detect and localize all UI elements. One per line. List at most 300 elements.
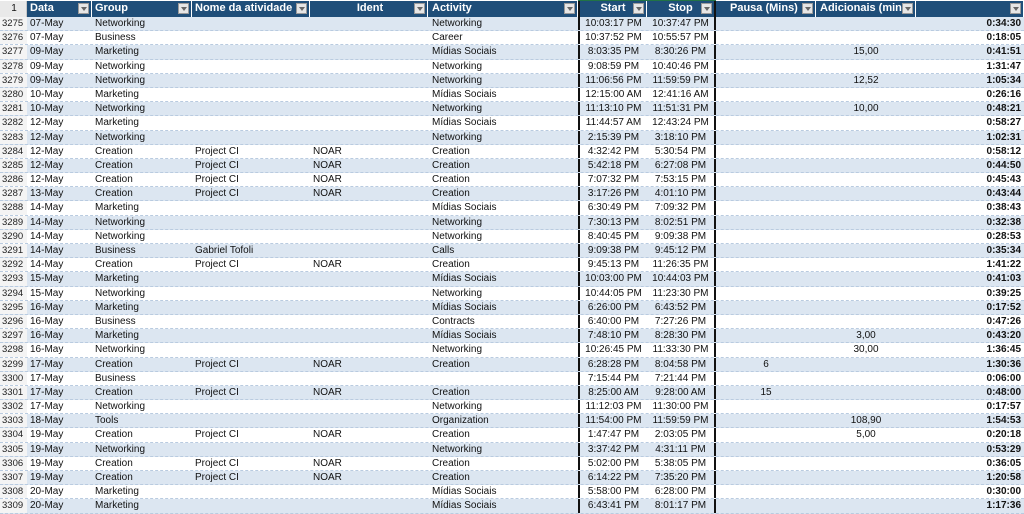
cell-group[interactable]: Marketing (95, 117, 139, 129)
cell-adicionais[interactable] (816, 187, 916, 200)
cell-activity[interactable]: Creation (432, 259, 470, 271)
cell-activity[interactable]: Career (432, 32, 463, 44)
cell-activity[interactable]: Networking (432, 74, 483, 86)
cell-nome[interactable] (192, 343, 310, 356)
cell-nome[interactable] (192, 216, 310, 229)
cell-nome[interactable]: Project CI (195, 472, 239, 483)
filter-dropdown-icon[interactable] (178, 3, 189, 14)
cell-group[interactable]: Marketing (95, 88, 139, 100)
cell-total[interactable]: 0:53:29 (986, 443, 1021, 455)
cell-total[interactable]: 0:48:21 (986, 103, 1021, 115)
cell-ident[interactable] (310, 45, 428, 58)
cell-adicionais[interactable] (816, 400, 916, 413)
cell-nome[interactable] (192, 400, 310, 413)
cell-start[interactable]: 10:03:17 PM (578, 17, 647, 30)
column-header-activity[interactable] (428, 1, 578, 17)
cell-ident[interactable] (310, 244, 428, 257)
cell-adicionais[interactable] (816, 31, 916, 44)
cell-activity[interactable]: Networking (432, 60, 483, 72)
cell-ident[interactable] (310, 131, 428, 144)
table-row[interactable] (0, 102, 1024, 116)
cell-pausa[interactable] (716, 187, 816, 200)
cell-activity[interactable]: Organization (432, 415, 489, 427)
row-number[interactable]: 3292 (0, 258, 27, 271)
filter-dropdown-icon[interactable] (564, 3, 575, 14)
cell-pausa[interactable] (716, 457, 816, 470)
cell-data[interactable]: 16-May (30, 330, 64, 342)
row-number[interactable]: 3277 (0, 45, 27, 58)
cell-total[interactable]: 0:38:43 (986, 202, 1021, 214)
cell-data[interactable]: 19-May (30, 429, 64, 441)
row-number[interactable]: 3302 (0, 400, 27, 413)
cell-ident[interactable]: NOAR (313, 358, 342, 370)
cell-start[interactable]: 10:37:52 PM (578, 31, 647, 44)
cell-nome[interactable] (192, 201, 310, 214)
cell-group[interactable]: Marketing (95, 273, 139, 285)
cell-ident[interactable] (310, 329, 428, 342)
cell-start[interactable]: 7:07:32 PM (578, 173, 647, 186)
cell-pausa[interactable] (716, 216, 816, 229)
cell-data[interactable]: 12-May (30, 159, 64, 171)
cell-nome[interactable] (192, 102, 310, 115)
row-number[interactable]: 3294 (0, 287, 27, 300)
cell-start[interactable]: 11:13:10 PM (578, 102, 647, 115)
cell-adicionais[interactable]: 12,52 (853, 74, 879, 86)
cell-start[interactable]: 8:40:45 PM (578, 230, 647, 243)
cell-pausa[interactable]: 15 (760, 386, 772, 398)
row-number[interactable]: 3290 (0, 230, 27, 243)
filter-dropdown-icon[interactable] (414, 3, 425, 14)
cell-pausa[interactable] (716, 372, 816, 385)
cell-stop[interactable]: 4:01:10 PM (647, 187, 716, 200)
row-number[interactable]: 3284 (0, 145, 27, 158)
cell-activity[interactable]: Mídias Sociais (432, 202, 497, 214)
cell-activity[interactable]: Creation (432, 457, 470, 469)
cell-data[interactable]: 19-May (30, 443, 64, 455)
cell-start[interactable]: 9:08:59 PM (578, 60, 647, 73)
cell-nome[interactable] (192, 372, 310, 385)
cell-group[interactable]: Business (95, 315, 136, 327)
cell-ident[interactable] (310, 499, 428, 512)
cell-group[interactable]: Networking (95, 74, 146, 86)
cell-group[interactable]: Business (95, 372, 136, 384)
cell-group[interactable]: Creation (95, 429, 133, 441)
row-number[interactable]: 3283 (0, 131, 27, 144)
cell-group[interactable]: Marketing (95, 486, 139, 498)
cell-nome[interactable] (192, 414, 310, 427)
cell-pausa[interactable] (716, 443, 816, 456)
cell-ident[interactable] (310, 343, 428, 356)
table-row[interactable] (0, 329, 1024, 343)
cell-nome[interactable]: Project CI (195, 457, 239, 469)
cell-activity[interactable]: Networking (432, 103, 483, 115)
column-header-data[interactable] (27, 1, 92, 17)
cell-activity[interactable]: Mídias Sociais (432, 500, 497, 512)
cell-data[interactable]: 09-May (30, 46, 64, 58)
cell-pausa[interactable] (716, 17, 816, 30)
cell-pausa[interactable] (716, 428, 816, 441)
cell-group[interactable]: Creation (95, 358, 133, 370)
cell-adicionais[interactable] (816, 471, 916, 484)
cell-stop[interactable]: 10:44:03 PM (647, 272, 716, 285)
cell-adicionais[interactable] (816, 173, 916, 186)
cell-pausa[interactable] (716, 116, 816, 129)
table-row[interactable] (0, 45, 1024, 59)
cell-nome[interactable] (192, 131, 310, 144)
cell-activity[interactable]: Mídias Sociais (432, 46, 497, 58)
cell-total[interactable]: 0:58:27 (986, 117, 1021, 129)
cell-adicionais[interactable] (816, 17, 916, 30)
table-row[interactable] (0, 159, 1024, 173)
cell-start[interactable]: 4:32:42 PM (578, 145, 647, 158)
cell-pausa[interactable] (716, 88, 816, 101)
cell-total[interactable]: 1:31:47 (986, 60, 1021, 72)
cell-adicionais[interactable] (816, 216, 916, 229)
cell-stop[interactable]: 2:03:05 PM (647, 428, 716, 441)
table-row[interactable] (0, 400, 1024, 414)
cell-start[interactable]: 7:30:13 PM (578, 216, 647, 229)
cell-group[interactable]: Creation (95, 174, 133, 186)
cell-data[interactable]: 19-May (30, 472, 64, 483)
cell-stop[interactable]: 10:40:46 PM (647, 60, 716, 73)
row-number[interactable]: 3276 (0, 31, 27, 44)
table-row[interactable] (0, 216, 1024, 230)
cell-data[interactable]: 14-May (30, 202, 64, 214)
cell-total[interactable]: 0:26:16 (986, 88, 1021, 100)
column-header-total[interactable] (916, 1, 1024, 17)
cell-start[interactable]: 8:25:00 AM (578, 386, 647, 399)
cell-nome[interactable]: Project CI (195, 386, 239, 398)
cell-nome[interactable] (192, 31, 310, 44)
cell-nome[interactable] (192, 287, 310, 300)
filter-dropdown-icon[interactable] (633, 3, 644, 14)
cell-group[interactable]: Networking (95, 60, 146, 72)
cell-adicionais[interactable]: 3,00 (856, 330, 876, 342)
cell-group[interactable]: Creation (95, 457, 133, 469)
cell-nome[interactable]: Project CI (195, 429, 239, 441)
cell-group[interactable]: Tools (95, 415, 119, 427)
cell-activity[interactable]: Creation (432, 358, 470, 370)
table-row[interactable] (0, 315, 1024, 329)
cell-stop[interactable]: 6:27:08 PM (647, 159, 716, 172)
cell-ident[interactable] (310, 301, 428, 314)
cell-total[interactable]: 0:06:00 (986, 372, 1021, 384)
row-number[interactable]: 3289 (0, 216, 27, 229)
cell-stop[interactable]: 10:37:47 PM (647, 17, 716, 30)
cell-total[interactable]: 0:41:03 (986, 273, 1021, 285)
cell-adicionais[interactable] (816, 258, 916, 271)
cell-data[interactable]: 17-May (30, 372, 64, 384)
cell-group[interactable]: Networking (95, 401, 146, 413)
cell-adicionais[interactable] (816, 116, 916, 129)
cell-group[interactable]: Networking (95, 103, 146, 115)
cell-ident[interactable]: NOAR (313, 429, 342, 441)
cell-nome[interactable]: Project CI (195, 145, 239, 157)
cell-group[interactable]: Creation (95, 386, 133, 398)
cell-stop[interactable]: 6:28:00 PM (647, 485, 716, 498)
filter-dropdown-icon[interactable] (1010, 3, 1021, 14)
cell-activity[interactable]: Creation (432, 145, 470, 157)
table-row[interactable] (0, 499, 1024, 513)
cell-total[interactable]: 0:30:00 (986, 486, 1021, 498)
cell-start[interactable]: 11:06:56 PM (578, 74, 647, 87)
cell-data[interactable]: 09-May (30, 60, 64, 72)
cell-data[interactable]: 13-May (30, 188, 64, 200)
row-number[interactable]: 3296 (0, 315, 27, 328)
cell-adicionais[interactable] (816, 372, 916, 385)
cell-activity[interactable]: Networking (432, 216, 483, 228)
cell-ident[interactable] (310, 17, 428, 30)
cell-stop[interactable]: 7:27:26 PM (647, 315, 716, 328)
cell-total[interactable]: 0:35:34 (986, 245, 1021, 256)
cell-adicionais[interactable] (816, 457, 916, 470)
cell-pausa[interactable] (716, 159, 816, 172)
cell-activity[interactable] (428, 372, 578, 385)
cell-data[interactable]: 14-May (30, 259, 64, 271)
cell-start[interactable]: 5:58:00 PM (578, 485, 647, 498)
cell-total[interactable]: 0:28:53 (986, 230, 1021, 242)
filter-dropdown-icon[interactable] (802, 3, 813, 14)
row-number[interactable]: 3279 (0, 74, 27, 87)
column-header-nome[interactable] (192, 1, 310, 17)
cell-ident[interactable] (310, 88, 428, 101)
cell-data[interactable]: 19-May (30, 457, 64, 469)
cell-adicionais[interactable] (816, 386, 916, 399)
cell-nome[interactable]: Project CI (195, 188, 239, 200)
cell-ident[interactable] (310, 414, 428, 427)
cell-start[interactable]: 6:30:49 PM (578, 201, 647, 214)
cell-group[interactable]: Creation (95, 159, 133, 171)
cell-start[interactable]: 3:17:26 PM (578, 187, 647, 200)
cell-ident[interactable] (310, 372, 428, 385)
cell-data[interactable]: 07-May (30, 32, 64, 44)
cell-data[interactable]: 10-May (30, 103, 64, 115)
cell-data[interactable]: 20-May (30, 486, 64, 498)
table-row[interactable] (0, 31, 1024, 45)
cell-ident[interactable] (310, 31, 428, 44)
cell-total[interactable]: 1:41:22 (986, 259, 1021, 271)
cell-activity[interactable]: Creation (432, 174, 470, 186)
cell-pausa[interactable] (716, 45, 816, 58)
cell-stop[interactable]: 7:35:20 PM (647, 471, 716, 484)
cell-group[interactable]: Networking (95, 344, 146, 356)
table-row[interactable] (0, 145, 1024, 159)
cell-pausa[interactable] (716, 287, 816, 300)
cell-stop[interactable]: 5:38:05 PM (647, 457, 716, 470)
column-header-adicionais[interactable] (816, 1, 916, 17)
cell-ident[interactable] (310, 102, 428, 115)
cell-nome[interactable] (192, 74, 310, 87)
cell-data[interactable]: 16-May (30, 344, 64, 356)
cell-pausa[interactable] (716, 272, 816, 285)
table-row[interactable] (0, 272, 1024, 286)
row-number[interactable]: 3298 (0, 343, 27, 356)
row-number-header[interactable]: 1 (0, 1, 27, 17)
cell-adicionais[interactable] (816, 60, 916, 73)
cell-adicionais[interactable] (816, 244, 916, 257)
cell-pausa[interactable] (716, 244, 816, 257)
cell-activity[interactable]: Networking (432, 18, 483, 29)
cell-activity[interactable]: Creation (432, 188, 470, 200)
table-row[interactable] (0, 244, 1024, 258)
cell-group[interactable]: Creation (95, 259, 133, 271)
row-number[interactable]: 3291 (0, 244, 27, 257)
cell-pausa[interactable] (716, 131, 816, 144)
cell-activity[interactable]: Networking (432, 344, 483, 356)
row-number[interactable]: 3288 (0, 201, 27, 214)
cell-total[interactable]: 1:05:34 (986, 74, 1021, 86)
cell-start[interactable]: 6:26:00 PM (578, 301, 647, 314)
cell-total[interactable]: 0:17:52 (986, 301, 1021, 313)
cell-group[interactable]: Marketing (95, 46, 139, 58)
cell-adicionais[interactable] (816, 272, 916, 285)
cell-adicionais[interactable]: 10,00 (853, 103, 879, 115)
cell-data[interactable]: 20-May (30, 500, 64, 512)
cell-stop[interactable]: 7:09:32 PM (647, 201, 716, 214)
cell-pausa[interactable] (716, 230, 816, 243)
row-number[interactable]: 3299 (0, 358, 27, 371)
table-row[interactable] (0, 301, 1024, 315)
cell-stop[interactable]: 12:43:24 PM (647, 116, 716, 129)
cell-stop[interactable]: 8:01:17 PM (647, 499, 716, 512)
cell-group[interactable]: Marketing (95, 301, 139, 313)
cell-stop[interactable]: 11:30:00 PM (647, 400, 716, 413)
table-row[interactable] (0, 258, 1024, 272)
cell-stop[interactable]: 9:45:12 PM (647, 244, 716, 257)
cell-group[interactable]: Marketing (95, 330, 139, 342)
cell-stop[interactable]: 11:59:59 PM (647, 414, 716, 427)
cell-start[interactable]: 2:15:39 PM (578, 131, 647, 144)
cell-nome[interactable]: Project CI (195, 159, 239, 171)
table-row[interactable] (0, 457, 1024, 471)
row-number[interactable]: 3286 (0, 173, 27, 186)
cell-data[interactable]: 17-May (30, 386, 64, 398)
cell-adicionais[interactable] (816, 443, 916, 456)
cell-total[interactable]: 1:36:45 (986, 344, 1021, 356)
cell-stop[interactable]: 4:31:11 PM (647, 443, 716, 456)
cell-ident[interactable]: NOAR (313, 472, 342, 483)
cell-pausa[interactable] (716, 315, 816, 328)
cell-start[interactable]: 12:15:00 AM (578, 88, 647, 101)
cell-ident[interactable] (310, 315, 428, 328)
cell-activity[interactable]: Creation (432, 472, 470, 483)
cell-total[interactable]: 0:36:05 (986, 457, 1021, 469)
cell-nome[interactable] (192, 485, 310, 498)
table-row[interactable] (0, 414, 1024, 428)
cell-data[interactable]: 18-May (30, 415, 64, 427)
cell-stop[interactable]: 11:33:30 PM (647, 343, 716, 356)
cell-stop[interactable]: 8:04:58 PM (647, 358, 716, 371)
column-header-pausa[interactable] (716, 1, 816, 17)
cell-data[interactable]: 15-May (30, 287, 64, 299)
cell-adicionais[interactable] (816, 315, 916, 328)
cell-stop[interactable]: 8:28:30 PM (647, 329, 716, 342)
filter-dropdown-icon[interactable] (78, 3, 89, 14)
cell-nome[interactable] (192, 499, 310, 512)
cell-pausa[interactable] (716, 343, 816, 356)
cell-total[interactable]: 1:20:58 (986, 472, 1021, 483)
cell-adicionais[interactable] (816, 88, 916, 101)
cell-pausa[interactable] (716, 102, 816, 115)
cell-activity[interactable]: Creation (432, 429, 470, 441)
table-row[interactable] (0, 230, 1024, 244)
cell-ident[interactable]: NOAR (313, 174, 342, 186)
table-row[interactable] (0, 131, 1024, 145)
row-number[interactable]: 3278 (0, 60, 27, 73)
cell-start[interactable]: 7:48:10 PM (578, 329, 647, 342)
cell-ident[interactable] (310, 116, 428, 129)
cell-start[interactable]: 6:14:22 PM (578, 471, 647, 484)
cell-total[interactable]: 0:34:30 (986, 18, 1021, 29)
cell-start[interactable]: 10:03:00 PM (578, 272, 647, 285)
cell-activity[interactable]: Mídias Sociais (432, 486, 497, 498)
cell-stop[interactable]: 12:41:16 AM (647, 88, 716, 101)
row-number[interactable]: 3282 (0, 116, 27, 129)
filter-dropdown-icon[interactable] (701, 3, 712, 14)
cell-adicionais[interactable]: 15,00 (853, 46, 879, 58)
cell-total[interactable]: 1:30:36 (986, 358, 1021, 370)
cell-group[interactable]: Networking (95, 443, 146, 455)
cell-ident[interactable]: NOAR (313, 159, 342, 171)
cell-ident[interactable] (310, 443, 428, 456)
row-number[interactable]: 3306 (0, 457, 27, 470)
cell-pausa[interactable] (716, 60, 816, 73)
table-row[interactable] (0, 187, 1024, 201)
cell-group[interactable]: Creation (95, 145, 133, 157)
table-row[interactable] (0, 173, 1024, 187)
table-row[interactable] (0, 343, 1024, 357)
cell-total[interactable]: 0:18:05 (986, 32, 1021, 44)
cell-nome[interactable] (192, 45, 310, 58)
cell-total[interactable]: 0:44:50 (986, 159, 1021, 171)
cell-adicionais[interactable] (816, 230, 916, 243)
cell-start[interactable]: 9:45:13 PM (578, 258, 647, 271)
cell-data[interactable]: 12-May (30, 145, 64, 157)
cell-ident[interactable]: NOAR (313, 386, 342, 398)
cell-ident[interactable] (310, 74, 428, 87)
cell-activity[interactable]: Mídias Sociais (432, 301, 497, 313)
table-row[interactable] (0, 287, 1024, 301)
cell-ident[interactable]: NOAR (313, 188, 342, 200)
cell-group[interactable]: Business (95, 245, 136, 256)
cell-stop[interactable]: 7:21:44 PM (647, 372, 716, 385)
table-row[interactable] (0, 372, 1024, 386)
cell-nome[interactable] (192, 60, 310, 73)
cell-stop[interactable]: 10:55:57 PM (647, 31, 716, 44)
cell-group[interactable]: Networking (95, 18, 146, 29)
cell-group[interactable]: Creation (95, 472, 133, 483)
cell-ident[interactable]: NOAR (313, 259, 342, 271)
column-header-stop[interactable] (647, 1, 716, 17)
cell-pausa[interactable] (716, 31, 816, 44)
table-row[interactable] (0, 443, 1024, 457)
cell-nome[interactable] (192, 116, 310, 129)
cell-pausa[interactable] (716, 145, 816, 158)
cell-group[interactable]: Marketing (95, 202, 139, 214)
cell-total[interactable]: 0:17:57 (986, 401, 1021, 413)
cell-total[interactable]: 0:39:25 (986, 287, 1021, 299)
row-number[interactable]: 3280 (0, 88, 27, 101)
cell-pausa[interactable] (716, 400, 816, 413)
row-number[interactable]: 3300 (0, 372, 27, 385)
cell-adicionais[interactable] (816, 287, 916, 300)
table-row[interactable] (0, 74, 1024, 88)
cell-start[interactable]: 11:44:57 AM (578, 116, 647, 129)
cell-ident[interactable] (310, 485, 428, 498)
table-row[interactable] (0, 17, 1024, 31)
table-row[interactable] (0, 386, 1024, 400)
cell-stop[interactable]: 3:18:10 PM (647, 131, 716, 144)
